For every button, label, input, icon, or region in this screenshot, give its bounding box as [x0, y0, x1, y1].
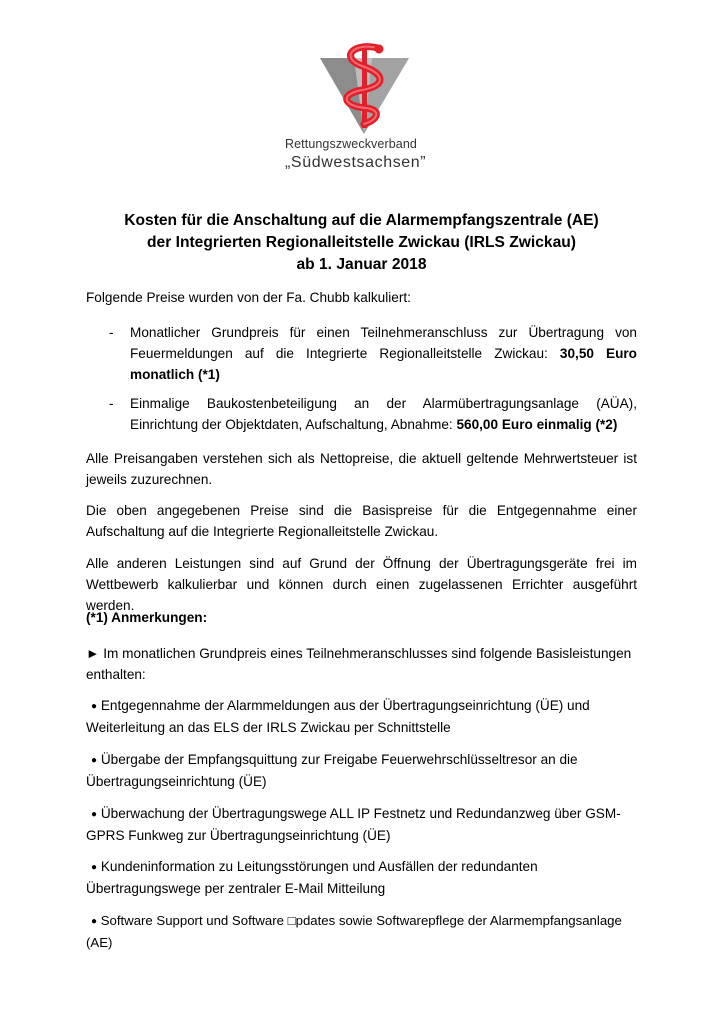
service-item: [86, 856, 637, 899]
list-dash: -: [109, 325, 114, 340]
remarks-intro-text: Im monatlichen Grundpreis eines Teilnehmeranschlusses sind folgende Basisleistungen enthalten:: [86, 646, 632, 682]
price-item-description: Monatlicher Grundpreis für einen Teilnehmeranschluss zur Übertragung von Feuermeldungen auf die Integrierte Regionalleitstelle Zwickau:: [130, 325, 637, 361]
service-item: [86, 695, 637, 738]
service-item-line: Entgegennahme der Alarmmeldungen aus der Übertragungseinrichtung (ÜE) und: [97, 698, 590, 713]
document-title: [86, 210, 637, 276]
remarks-intro: [86, 643, 637, 685]
price-item-description: Einmalige Baukostenbeteiligung an der Alarmübertragungsanlage (AÜA), Einrichtung der Objektdaten, Aufschaltung, Abnahme:: [130, 396, 637, 432]
base-prices-paragraph: Die oben angegebenen Preise sind die Basispreise für die Entgegennahme einer Aufschaltung auf die Integrierte Regionalleitstelle Zwickau.: [86, 503, 637, 539]
bullet-icon: ●: [91, 809, 98, 820]
bullet-icon: ●: [91, 862, 98, 873]
list-dash: -: [109, 396, 114, 411]
organization-logo: [282, 40, 442, 180]
price-item-text: [130, 322, 637, 385]
service-item-line: (AE): [86, 935, 113, 950]
net-prices-paragraph: Alle Preisangaben verstehen sich als Nettopreise, die aktuell geltende Mehrwertsteuer ist jeweils zuzurechnen.: [86, 451, 637, 487]
price-item-amount: 560,00 Euro einmalig (*2): [456, 417, 618, 432]
title-line-2: der Integrierten Regionalleitstelle Zwickau (IRLS Zwickau): [147, 234, 576, 251]
service-item: [86, 749, 637, 792]
price-item-monthly: [86, 322, 637, 385]
service-item-line: Übergabe der Empfangsquittung zur Freigabe Feuerwehrschlüsseltresor an die: [97, 752, 578, 767]
intro-paragraph: Folgende Preise wurden von der Fa. Chubb kalkuliert:: [86, 290, 411, 305]
bullet-icon: ●: [91, 916, 98, 927]
service-item: [86, 803, 637, 846]
triangle-right-icon: ►: [86, 646, 100, 661]
other-services-paragraph: Alle anderen Leistungen sind auf Grund der Öffnung der Übertragungsgeräte frei im Wettbewerb kalkulierbar und können durch einen zugelassenen Errichter ausgeführt werden.: [86, 556, 637, 613]
service-item-line: Weiterleitung an das ELS der IRLS Zwickau per Schnittstelle: [86, 720, 451, 735]
price-item-text: [130, 393, 637, 435]
logo-organization-name: Rettungszweckverband: [285, 137, 417, 151]
remarks-heading: [86, 607, 637, 628]
bullet-icon: ●: [91, 701, 98, 712]
bullet-icon: ●: [91, 755, 98, 766]
price-item-onetime: [86, 393, 637, 435]
service-item-line: Überwachung der Übertragungswege ALL IP Festnetz und Redundanzweg über GSM-: [97, 806, 621, 821]
title-line-3: ab 1. Januar 2018: [296, 256, 427, 273]
caduceus-triangle-icon: [282, 40, 442, 140]
price-item-amount: 30,50 Euro monatlich (*1): [130, 346, 637, 382]
remarks-heading-text: (*1) Anmerkungen:: [86, 610, 208, 625]
service-item: [86, 910, 637, 953]
service-item-line: Software Support und Software □pdates sowie Softwarepflege der Alarmempfangsanlage: [97, 913, 622, 928]
service-item-line: Übertragungseinrichtung (ÜE): [86, 774, 267, 789]
logo-region-name: „Südwestsachsen”: [285, 154, 427, 171]
service-item-line: Übertragungswege per zentraler E-Mail Mitteilung: [86, 881, 386, 896]
service-item-line: Kundeninformation zu Leitungsstörungen und Ausfällen der redundanten: [97, 859, 538, 874]
title-line-1: Kosten für die Anschaltung auf die Alarmempfangszentrale (AE): [124, 212, 599, 229]
service-item-line: GPRS Funkweg zur Übertragungseinrichtung (ÜE): [86, 828, 391, 843]
